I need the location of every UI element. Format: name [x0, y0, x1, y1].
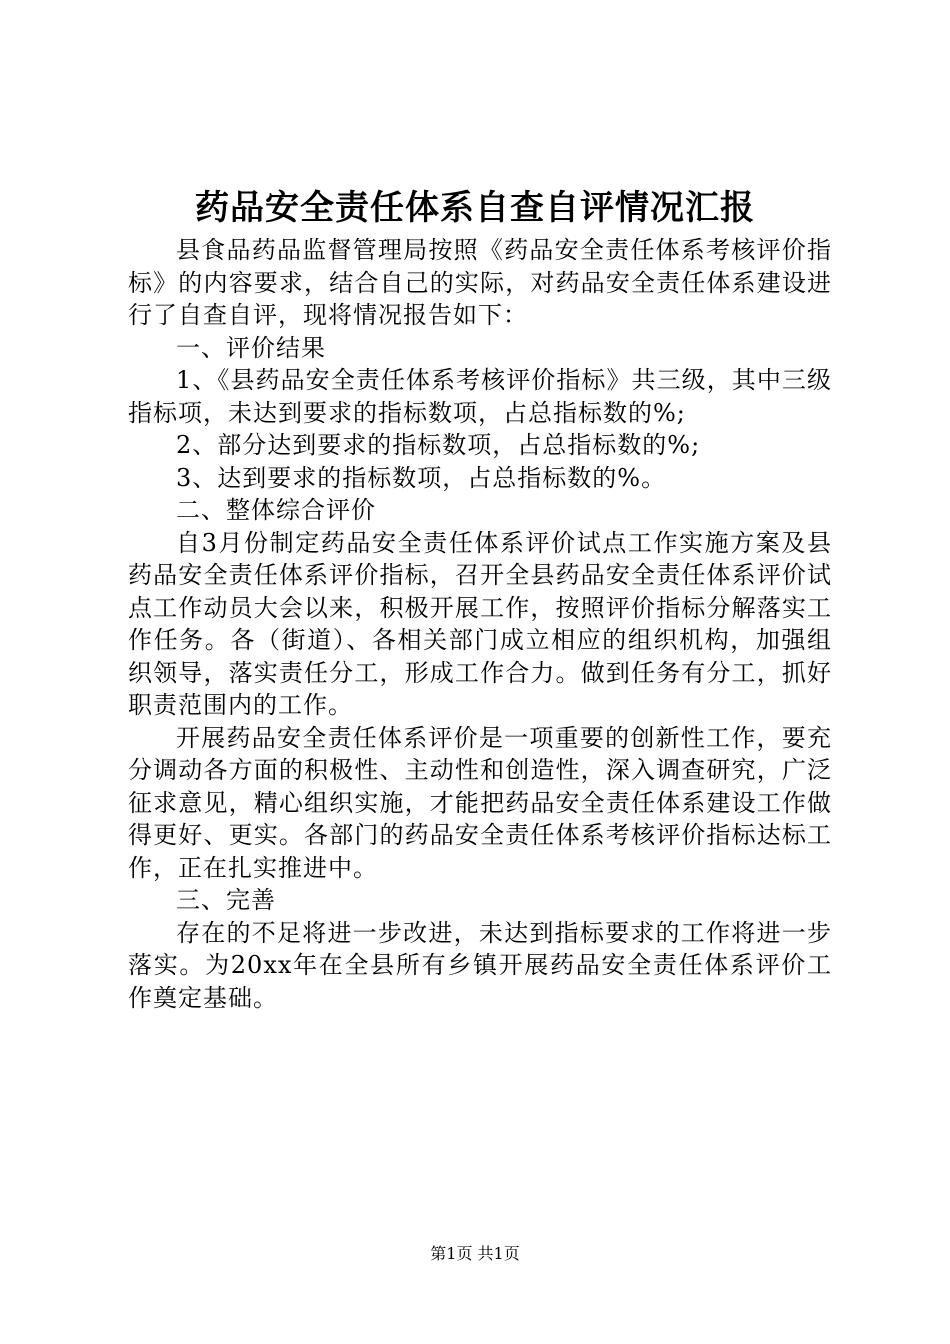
- page-title: 药品安全责任体系自查自评情况汇报: [195, 188, 755, 228]
- improvement-paragraph: 存在的不足将进一步改进，未达到指标要求的工作将进一步落实。为20xx年在全县所有乡镇开展药品安全责任体系评价工作奠定基础。: [128, 918, 832, 1012]
- result-item-3: 3、达到要求的指标数项，占总指标数的%。: [176, 463, 667, 492]
- section-heading-improvement: 三、完善: [176, 886, 276, 914]
- result-item-2: 2、部分达到要求的指标数项，占总指标数的%;: [176, 431, 701, 459]
- overall-evaluation-paragraph-1: 自3月份制定药品安全责任体系评价试点工作实施方案及县药品安全责任体系评价指标，召开全县药品安全责任体系评价试点工作动员大会以来，积极开展工作，按照评价指标分解落实工作任务。各（街道）、各相关部门成立相应的组织机构，加强组织领导，落实责任分工，形成工作合力。做到任务有分工，抓好职责范围内的工作。: [128, 528, 832, 719]
- result-item-1: 1、《县药品安全责任体系考核评价指标》共三级，其中三级指标项，未达到要求的指标数项，占总指标数的%;: [128, 366, 832, 427]
- document-body: [128, 234, 832, 1014]
- overall-evaluation-paragraph-2: 开展药品安全责任体系评价是一项重要的创新性工作，要充分调动各方面的积极性、主动性和创造性，深入调查研究，广泛征求意见，精心组织实施，才能把药品安全责任体系建设工作做得更好、更实。各部门的药品安全责任体系考核评价指标达标工作，正在扎实推进中。: [128, 723, 832, 882]
- intro-paragraph: 县食品药品监督管理局按照《药品安全责任体系考核评价指标》的内容要求，结合自己的实际，对药品安全责任体系建设进行了自查自评，现将情况报告如下：: [128, 236, 832, 329]
- page-footer: 第1页 共1页: [430, 1244, 520, 1263]
- section-heading-evaluation-results: 一、评价结果: [176, 333, 326, 362]
- section-heading-overall-evaluation: 二、整体综合评价: [176, 496, 376, 524]
